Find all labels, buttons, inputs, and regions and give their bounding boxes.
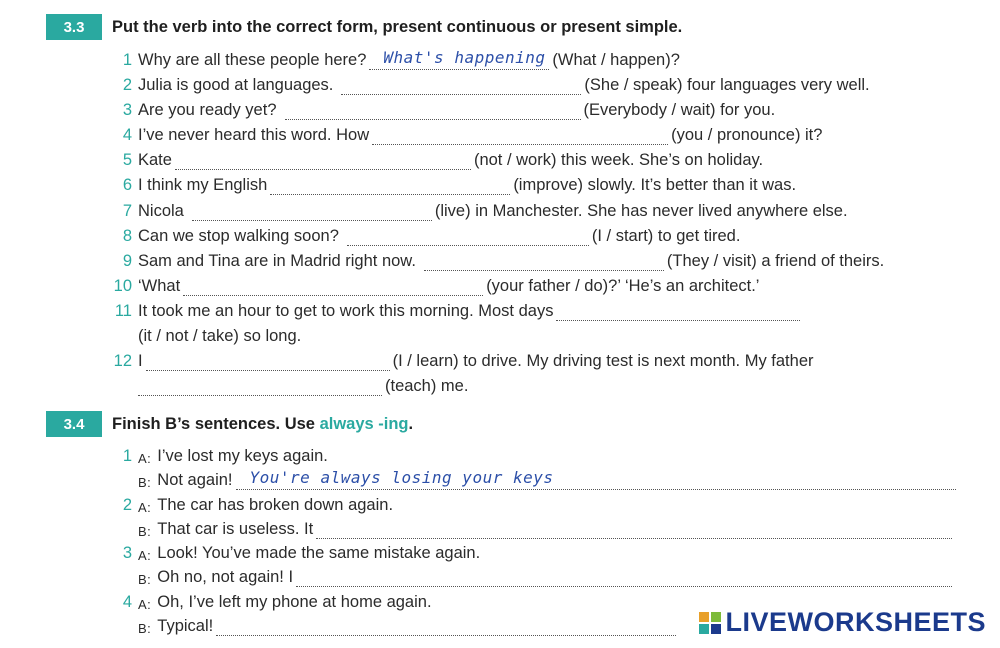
answer-blank[interactable] [270,176,510,195]
answer-blank[interactable] [236,468,956,490]
dialogue-line-b: B: Typical! [108,611,970,636]
section-badge: 3.3 [46,14,102,40]
answer-blank[interactable] [316,520,952,539]
answer-blank[interactable] [216,617,676,636]
exercise-item: 4 I’ve never heard this word. How (you / pronounce) it? [122,126,823,144]
logo-mark-icon [699,612,721,634]
exercise-item: 8 Can we stop walking soon? (I / start) to get tired. [122,227,741,245]
dialogue-line-b: B: Oh no, not again! I [108,562,970,587]
exercise-item: 12 I (I / learn) to drive. My driving test is next month. My father [113,352,814,370]
handwritten-answer: You're always losing your keys [249,468,554,487]
answer-blank[interactable] [138,377,382,396]
answer-blank[interactable] [183,277,483,296]
answer-blank[interactable] [369,48,549,70]
answer-blank[interactable] [341,76,581,95]
liveworksheets-logo [699,607,986,638]
handwritten-answer: What's happening [383,48,546,67]
answer-blank[interactable] [146,352,390,371]
dialogue-line-b: B: Not again! You're always losing your keys [108,465,970,490]
exercise-item-continuation: (teach) me. [108,371,970,396]
exercise-item-continuation: (it / not / take) so long. [138,327,302,345]
section-badge: 3.4 [46,411,102,437]
answer-blank[interactable] [372,126,668,145]
dialogue-line-b: B: That car is useless. It [108,514,970,539]
exercise-item: 9 Sam and Tina are in Madrid right now. (They / visit) a friend of theirs. [122,252,885,270]
key-phrase: always -ing [319,414,409,433]
exercise-item: 5 Kate (not / work) this week. She’s on holiday. [122,151,764,169]
exercise-item: 7 Nicola (live) in Manchester. She has never lived anywhere else. [122,202,848,220]
dialogue-line-a: 3 A: Look! You’ve made the same mistake again. [122,544,481,563]
exercise-item: 3 Are you ready yet? (Everybody / wait) for you. [122,101,776,119]
exercise-item: 1 Why are all these people here? What's happening (What / happen)? [122,48,680,69]
answer-blank[interactable] [175,151,471,170]
dialogue-line-a: 1 A: I’ve lost my keys again. [122,447,328,466]
section-instructions: Put the verb into the correct form, present continuous or present simple. [112,17,683,36]
dialogue-line-a: 4 A: Oh, I’ve left my phone at home again. [122,593,432,612]
answer-blank[interactable] [424,252,664,271]
section-3-4-header [46,411,413,437]
answer-blank[interactable] [296,568,952,587]
exercise-item: 11 It took me an hour to get to work this morning. Most days [108,296,970,321]
answer-blank[interactable] [556,302,800,321]
exercise-item: 10 ‘What (your father / do)?’ ‘He’s an architect.’ [113,277,760,295]
exercise-item: 6 I think my English (improve) slowly. It’s better than it was. [122,176,797,194]
section-instructions: Finish B’s sentences. Use always -ing. [112,414,414,433]
section-3-3-header [46,14,682,40]
answer-blank[interactable] [192,202,432,221]
answer-blank[interactable] [347,227,589,246]
dialogue-line-a: 2 A: The car has broken down again. [122,496,394,515]
answer-blank[interactable] [285,101,581,120]
exercise-item: 2 Julia is good at languages. (She / speak) four languages very well. [122,76,870,94]
logo-text: LIVEWORKSHEETS [725,607,986,637]
